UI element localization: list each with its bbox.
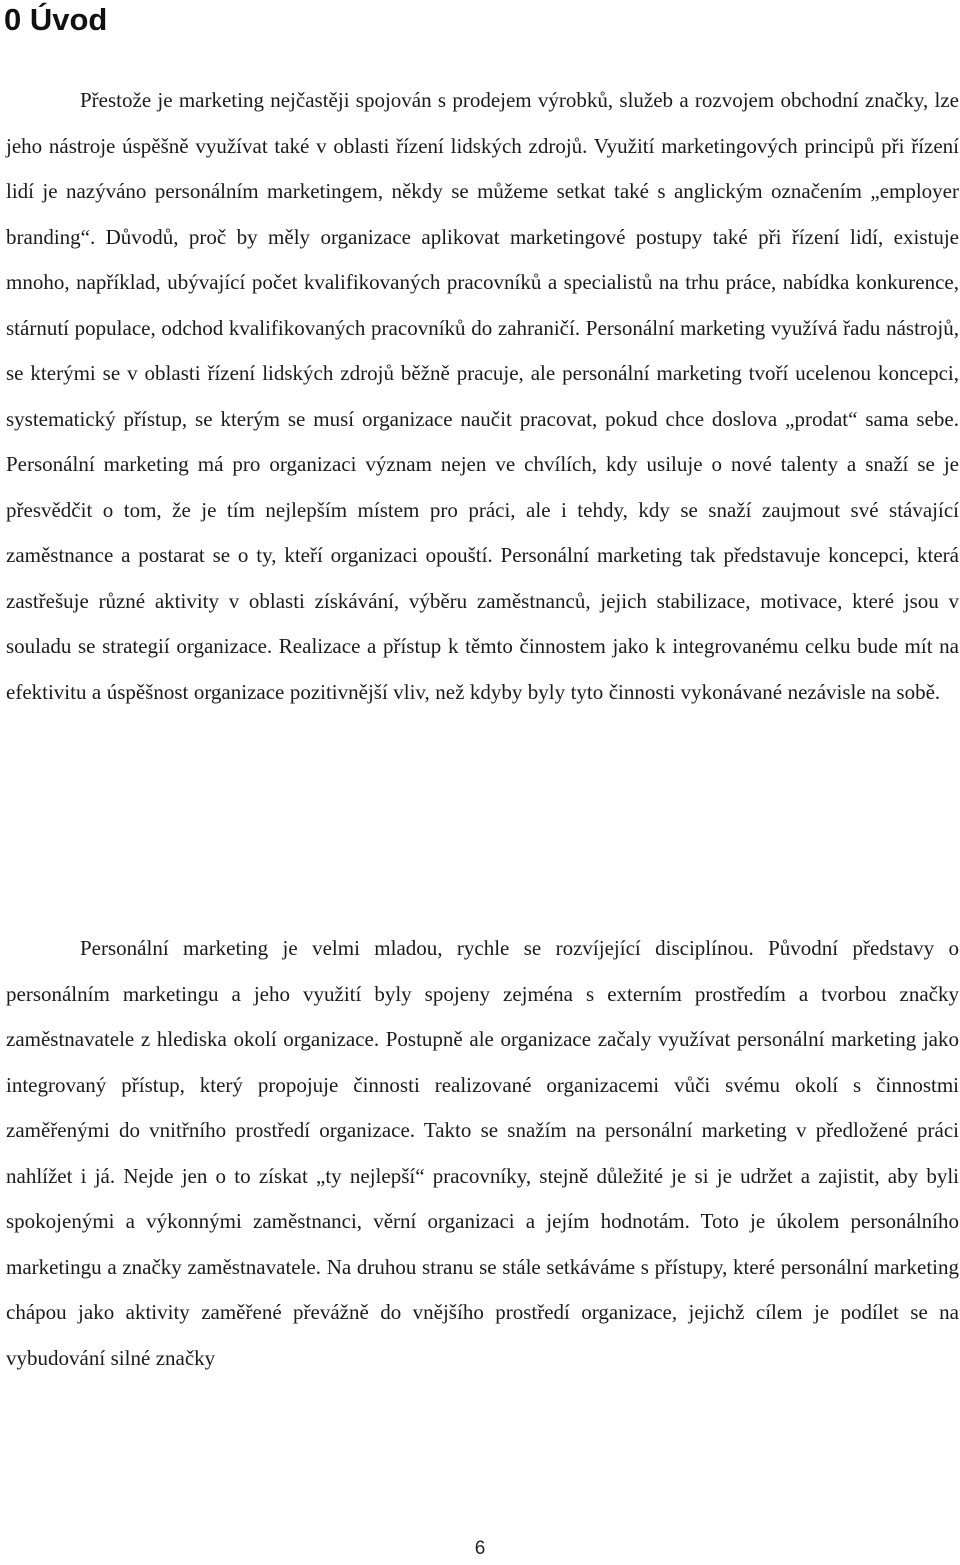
paragraph-second: Personální marketing je velmi mladou, rychle se rozvíjející disciplínou. Původní představy o personálním marketingu a jeho využití byly spojeny zejména s externím prostředím a tvorbou značky zaměstnavatele z hlediska okolí organizace. Postupně ale organizace začaly využívat personální marketing jako integrovaný přístup, který propojuje činnosti realizované organizacemi vůči svému okolí s činnostmi zaměřenými do vnitřního prostředí organizace. Takto se snažím na personální marketing v předložené práci nahlížet i já. Nejde jen o to získat „ty nejlepší“ pracovníky, stejně důležité je si je udržet a zajistit, aby byli spokojenými a výkonnými zaměstnanci, věrní organizaci a jejím hodnotám. Toto je úkolem personálního marketingu a značky zaměstnavatele. Na druhou stranu se stále setkáváme s přístupy, které personální marketing chápou jako aktivity zaměřené převážně do vnějšího prostředí organizace, jejichž cílem je podílet se na vybudování silné značky: [6, 936, 959, 1370]
page-number: 6: [474, 1538, 486, 1559]
section-heading: 0 Úvod: [4, 2, 108, 37]
paragraph-intro: Přestože je marketing nejčastěji spojován s prodejem výrobků, služeb a rozvojem obchodní značky, lze jeho nástroje úspěšně využívat také v oblasti řízení lidských zdrojů. Využití marketingových principů při řízení lidí je nazýváno personálním marketingem, někdy se můžeme setkat také s anglickým označením „employer branding“. Důvodů, proč by měly organizace aplikovat marketingové postupy také při řízení lidí, existuje mnoho, například, ubývající počet kvalifikovaných pracovníků a specialistů na trhu práce, nabídka konkurence, stárnutí populace, odchod kvalifikovaných pracovníků do zahraničí. Personální marketing využívá řadu nástrojů, se kterými se v oblasti řízení lidských zdrojů běžně pracuje, ale personální marketing tvoří ucelenou koncepci, systematický přístup, se kterým se musí organizace naučit pracovat, pokud chce doslova „prodat“ sama sebe. Personální marketing má pro organizaci význam nejen ve chvílích, kdy usiluje o nové talenty a snaží se je přesvědčit o tom, že je tím nejlepším místem pro práci, ale i tehdy, kdy se snaží zaujmout své stávající zaměstnance a postarat se o ty, kteří organizaci opouští. Personální marketing tak představuje koncepci, která zastřešuje různé aktivity v oblasti získávání, výběru zaměstnanců, jejich stabilizace, motivace, které jsou v souladu se strategií organizace. Realizace a přístup k těmto činnostem jako k integrovanému celku bude mít na efektivitu a úspěšnost organizace pozitivnější vliv, než kdyby byly tyto činnosti vykonávané nezávisle na sobě.: [6, 88, 959, 704]
